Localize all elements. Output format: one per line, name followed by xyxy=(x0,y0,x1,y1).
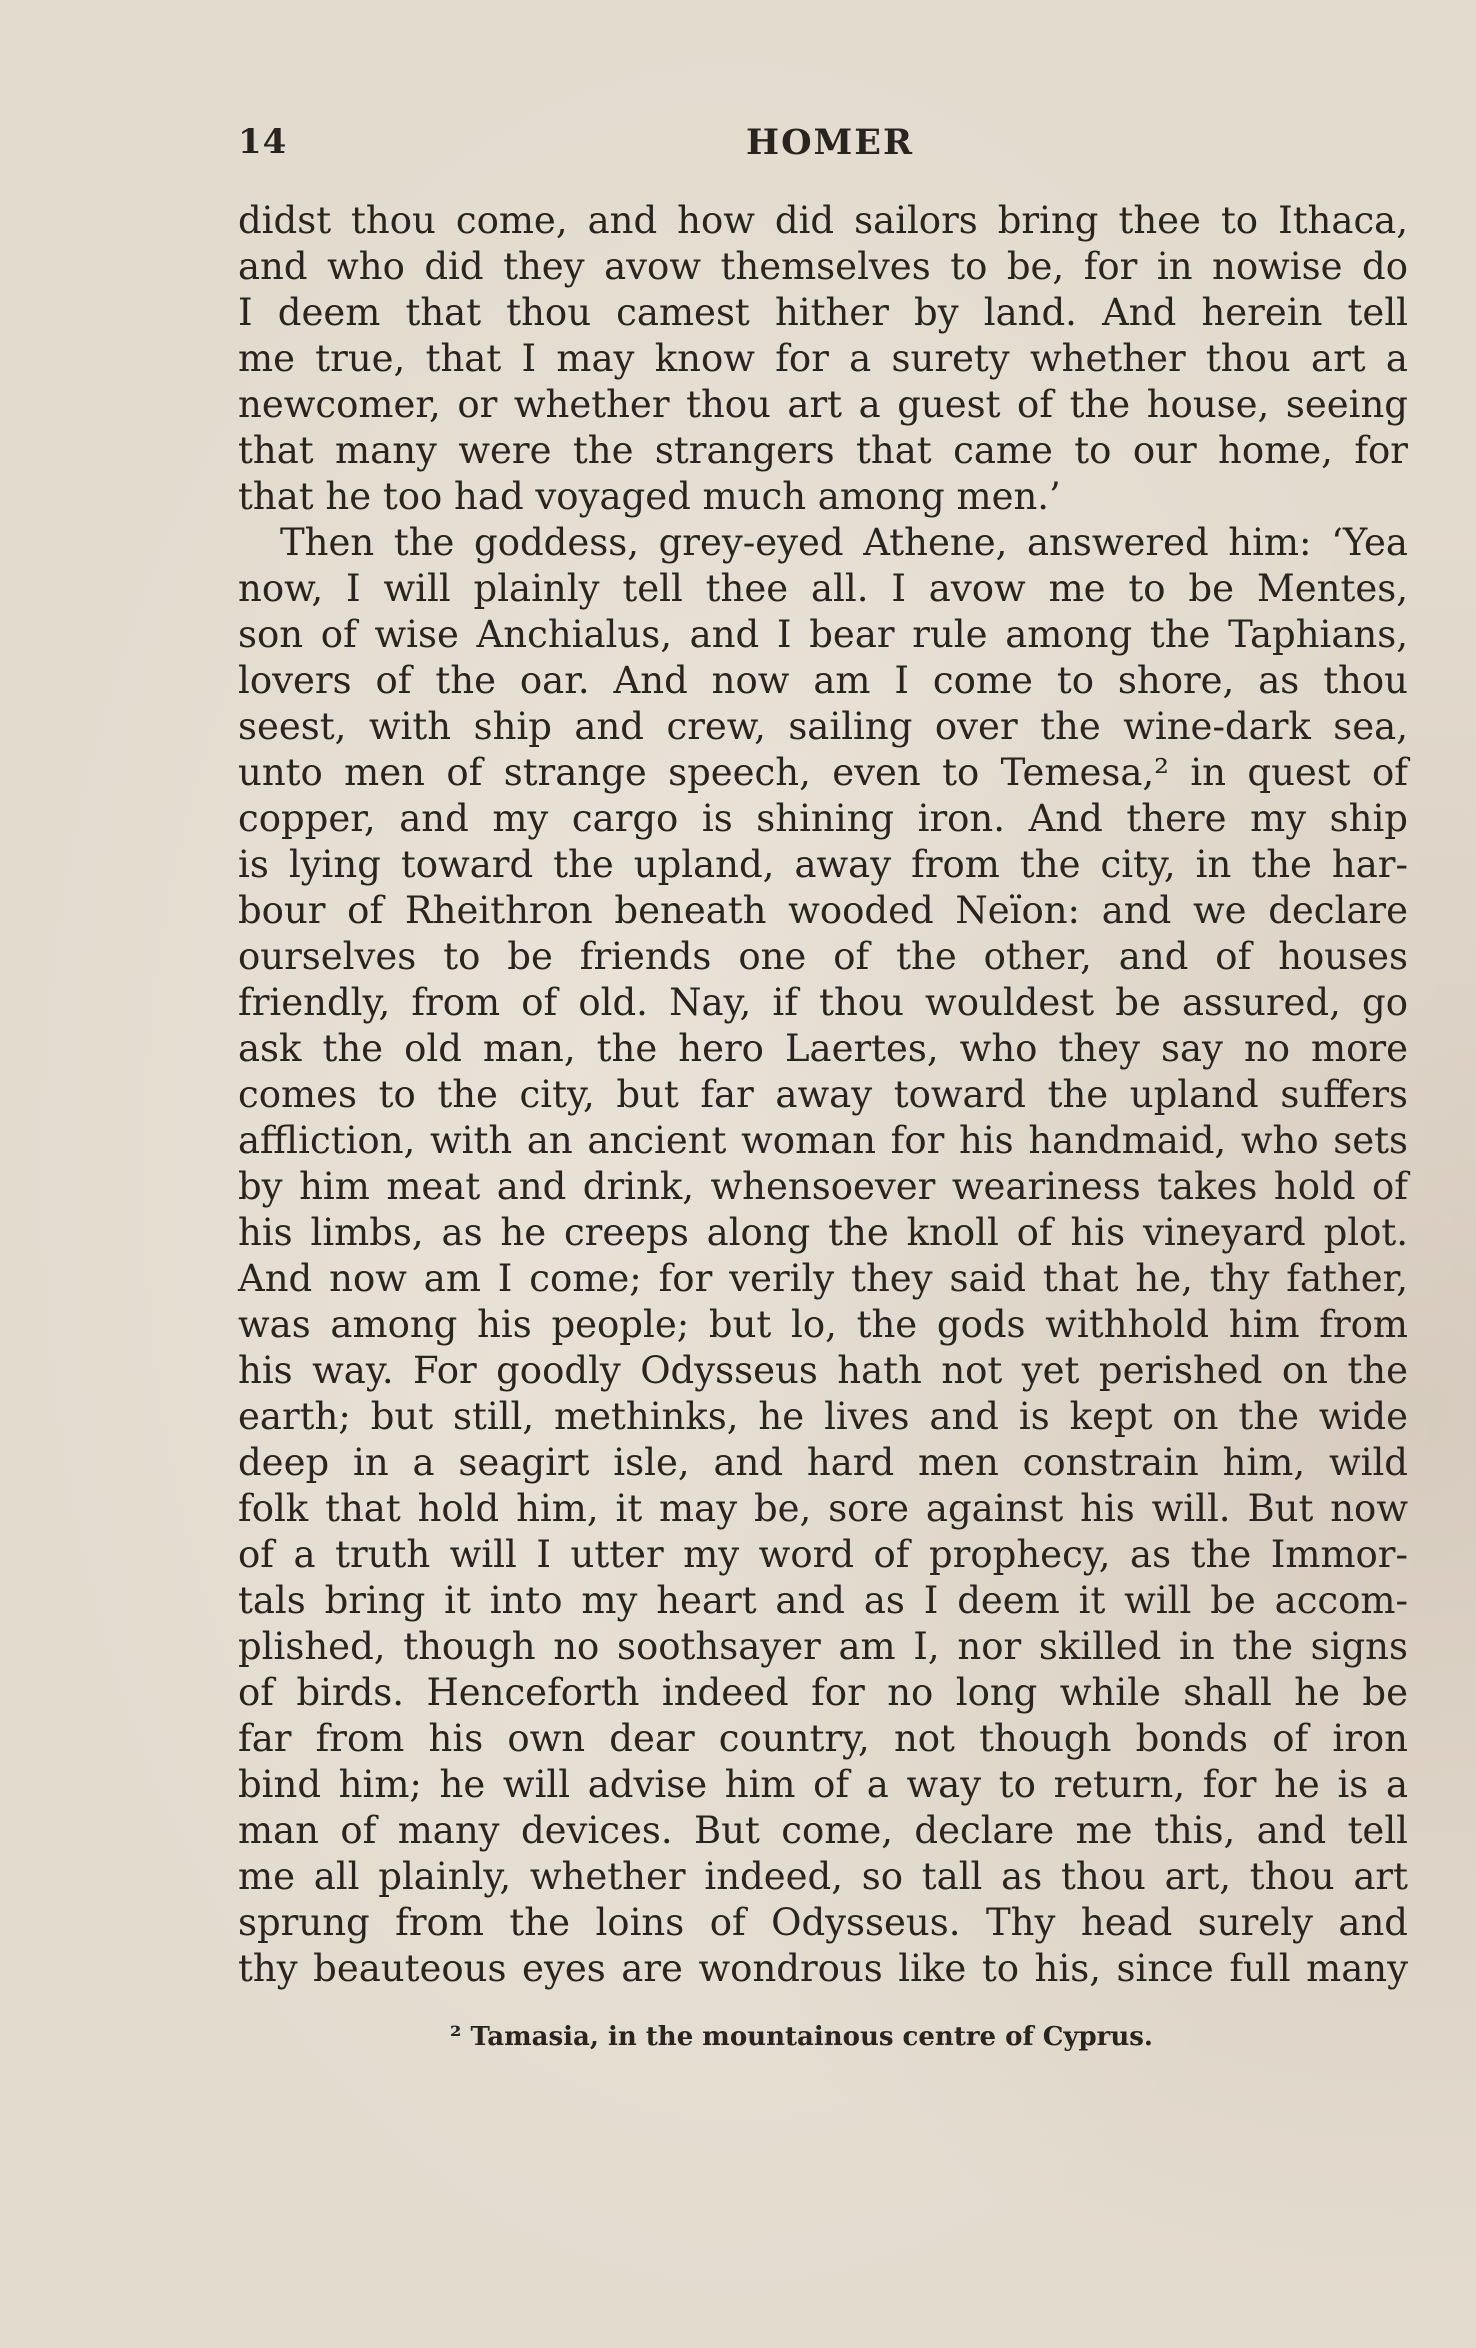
text-line: that many were the strangers that came to our home, for xyxy=(238,429,1408,472)
text-line: of birds. Henceforth indeed for no long while shall he be xyxy=(238,1671,1408,1714)
text-line: me all plainly, whether indeed, so tall as thou art, thou art xyxy=(238,1855,1408,1898)
text-line: plished, though no soothsayer am I, nor skilled in the signs xyxy=(238,1625,1408,1668)
text-line: me true, that I may know for a surety whether thou art a xyxy=(238,337,1408,380)
text-line: far from his own dear country, not though bonds of iron xyxy=(238,1717,1408,1760)
text-line: and who did they avow themselves to be, for in nowise do xyxy=(238,245,1408,288)
text-line: comes to the city, but far away toward the upland suffers xyxy=(238,1073,1408,1116)
body-text xyxy=(238,198,1408,1992)
text-line: was among his people; but lo, the gods withhold him from xyxy=(238,1303,1408,1346)
text-line: And now am I come; for verily they said that he, thy father, xyxy=(238,1257,1408,1300)
text-line: Then the goddess, grey-eyed Athene, answered him: ‘Yea xyxy=(280,521,1408,564)
text-line: ask the old man, the hero Laertes, who they say no more xyxy=(238,1027,1408,1070)
text-line: deep in a seagirt isle, and hard men constrain him, wild xyxy=(238,1441,1408,1484)
text-line: friendly, from of old. Nay, if thou wouldest be assured, go xyxy=(238,981,1408,1024)
text-line: thy beauteous eyes are wondrous like to his, since full many xyxy=(238,1947,1408,1990)
text-line: of a truth will I utter my word of prophecy, as the Immor- xyxy=(238,1533,1408,1576)
text-line: tals bring it into my heart and as I deem it will be accom- xyxy=(238,1579,1408,1622)
text-line: didst thou come, and how did sailors bring thee to Ithaca, xyxy=(238,199,1408,242)
text-line: unto men of strange speech, even to Temesa,² in quest of xyxy=(238,751,1408,794)
text-line: son of wise Anchialus, and I bear rule among the Taphians, xyxy=(238,613,1408,656)
page-header xyxy=(238,122,1408,170)
text-line: newcomer, or whether thou art a guest of the house, seeing xyxy=(238,383,1408,426)
text-line: copper, and my cargo is shining iron. And there my ship xyxy=(238,797,1408,840)
text-line: ourselves to be friends one of the other, and of houses xyxy=(238,935,1408,978)
text-line: affliction, with an ancient woman for his handmaid, who sets xyxy=(238,1119,1408,1162)
text-line: his way. For goodly Odysseus hath not yet perished on the xyxy=(238,1349,1408,1392)
text-line: that he too had voyaged much among men.’ xyxy=(238,475,1061,518)
text-line: man of many devices. But come, declare me this, and tell xyxy=(238,1809,1408,1852)
text-line: is lying toward the upland, away from the city, in the har- xyxy=(238,843,1408,886)
page-number: 14 xyxy=(238,122,288,162)
text-line: folk that hold him, it may be, sore against his will. But now xyxy=(238,1487,1408,1530)
text-line: his limbs, as he creeps along the knoll of his vineyard plot. xyxy=(238,1211,1408,1254)
running-head: HOMER xyxy=(746,122,915,163)
text-line: bour of Rheithron beneath wooded Neïon: and we declare xyxy=(238,889,1408,932)
text-line: by him meat and drink, whensoever weariness takes hold of xyxy=(238,1165,1408,1208)
text-line: earth; but still, methinks, he lives and is kept on the wide xyxy=(238,1395,1408,1438)
text-line: I deem that thou camest hither by land. And herein tell xyxy=(238,291,1408,334)
text-line: lovers of the oar. And now am I come to shore, as thou xyxy=(238,659,1408,702)
text-line: sprung from the loins of Odysseus. Thy head surely and xyxy=(238,1901,1408,1944)
text-line: bind him; he will advise him of a way to return, for he is a xyxy=(238,1763,1408,1806)
footnote: ² Tamasia, in the mountainous centre of Cyprus. xyxy=(450,2022,1153,2052)
text-line: seest, with ship and crew, sailing over the wine-dark sea, xyxy=(238,705,1408,748)
text-line: now, I will plainly tell thee all. I avow me to be Mentes, xyxy=(238,567,1408,610)
